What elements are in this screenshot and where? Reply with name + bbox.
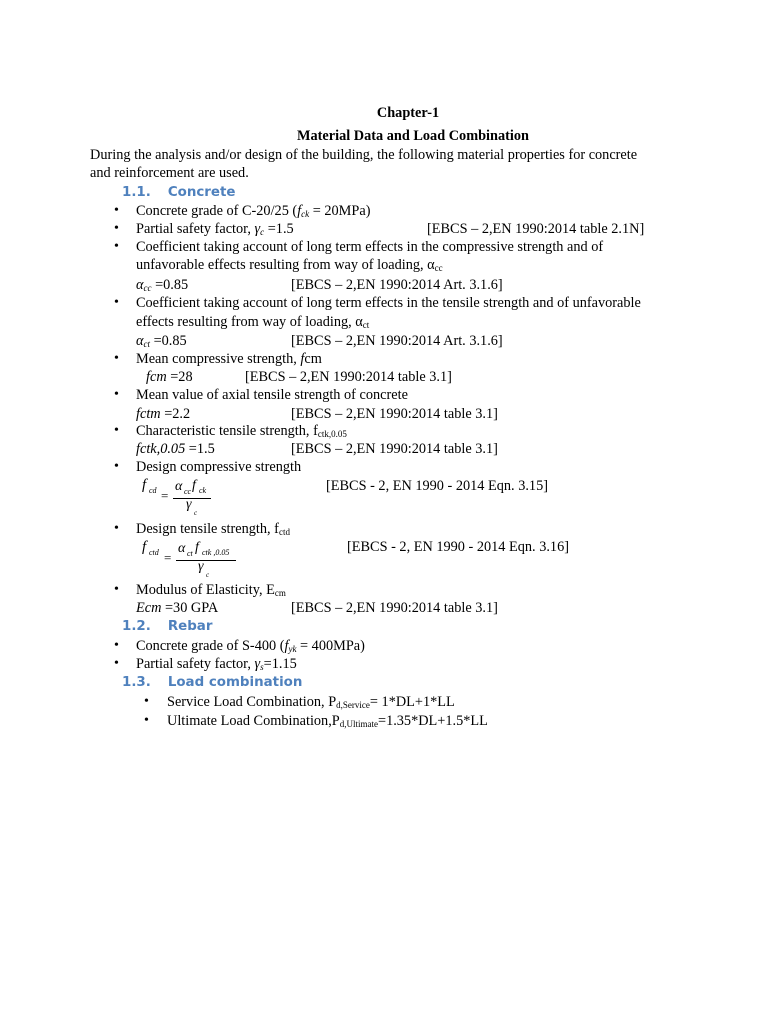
coefficient-cc-line-1: Coefficient taking account of long term effects in the compressive strength and of (136, 239, 604, 255)
service-load-combination-item: Service Load Combination, $P_{d,Service}= 1*DL+1*LL$ (167, 694, 455, 710)
bullet-icon: • (114, 638, 119, 653)
reference-label: [EBCS - 2, EN 1990 - 2014 Eqn. 3.16] (347, 539, 569, 555)
concrete-grade-item: Concrete grade of C-20/25 $(f_{ck} = 20MPa)$ (136, 203, 371, 219)
bullet-icon: • (114, 459, 119, 474)
ecm-value: Ecm =30 GPA (136, 600, 219, 616)
bullet-icon: • (114, 582, 119, 597)
steel-grade-item: Concrete grade of S-400 $(f_{yk} = 400MPa)$ (136, 638, 365, 654)
reference-label: [EBCS – 2,EN 1990:2014 Art. 3.1.6] (291, 277, 503, 293)
bullet-icon: • (114, 221, 119, 236)
section-name: Concrete (167, 185, 236, 200)
section-number: 1.1. (122, 185, 151, 200)
reference-label: [EBCS - 2, EN 1990 - 2014 Eqn. 3.15] (326, 478, 548, 494)
intro-line-1: During the analysis and/or design of the building, the following material properties for concrete (90, 147, 638, 163)
fcd-formula: f cd = α cc f ck γ c (140, 476, 230, 520)
modulus-elasticity-item: Modulus of Elasticity, $E_{cm}$ (136, 582, 286, 598)
partial-safety-factor-item: Partial safety factor, $\gamma_c =1.5$ (136, 221, 294, 237)
coefficient-cc-line-2: unfavorable effects resulting from way of loading, $\alpha_{cc}$ (136, 257, 443, 273)
reference-label: [EBCS – 2,EN 1990:2014 table 3.1] (245, 369, 452, 385)
reference-label: [EBCS – 2,EN 1990:2014 table 3.1] (291, 406, 498, 422)
design-compressive-item: Design compressive strength (136, 459, 302, 475)
bullet-icon: • (144, 694, 149, 709)
mean-compressive-strength-item: Mean compressive strength, fcm (136, 351, 322, 367)
section-heading-concrete (122, 184, 235, 202)
design-tensile-item: Design tensile strength, $f_{ctd}$ (136, 521, 290, 537)
ultimate-load-combination-item: Ultimate Load $Combination,P_{d,Ultimate}=1.35*DL+1.5*LL$ (167, 713, 488, 729)
reference-label: [EBCS – 2,EN 1990:2014 Art. 3.1.6] (291, 333, 503, 349)
fraction-bar (176, 560, 236, 561)
reference-label: [EBCS – 2,EN 1990:2014 table 2.1N] (427, 221, 645, 237)
fctd-formula: f ctd = α ct f ctk ,0.05 γ c (140, 538, 250, 582)
section-number: 1.2. (122, 619, 151, 634)
alpha-cc-value: $\alpha_{cc} =0.85$ (136, 277, 189, 293)
coefficient-ct-line-1: Coefficient taking account of long term effects in the tensile strength and of unfavorable (136, 295, 641, 311)
page-title: Material Data and Load Combination (297, 128, 529, 144)
bullet-icon: • (114, 656, 119, 671)
bullet-icon: • (114, 521, 119, 536)
bullet-icon: • (114, 423, 119, 438)
bullet-icon: • (114, 203, 119, 218)
intro-line-2: and reinforcement are used. (90, 165, 249, 181)
section-number: 1.3. (122, 675, 151, 690)
bullet-icon: • (114, 239, 119, 254)
alpha-ct-value: $\alpha_{ct} =0.85$ (136, 333, 187, 349)
fctk-value: fctk,0.05 =1.5 (136, 441, 215, 457)
chapter-heading: Chapter-1 (376, 105, 440, 121)
fcm-value: fcm =28 (146, 369, 193, 385)
characteristic-tensile-item: Characteristic tensile strength, $f_{ctk,0.05}$ (136, 423, 347, 439)
reference-label: [EBCS – 2,EN 1990:2014 table 3.1] (291, 441, 498, 457)
bullet-icon: • (114, 387, 119, 402)
section-heading-load-combination (122, 674, 302, 692)
section-name: Load combination (167, 675, 303, 690)
steel-safety-factor-item: Partial safety factor, $\gamma_s=1.15$ (136, 656, 297, 672)
section-name: Rebar (167, 619, 213, 634)
bullet-icon: • (114, 351, 119, 366)
reference-label: [EBCS – 2,EN 1990:2014 table 3.1] (291, 600, 498, 616)
coefficient-ct-line-2: effects resulting from way of loading, $\alpha_{ct}$ (136, 314, 370, 330)
mean-axial-tensile-item: Mean value of axial tensile strength of concrete (136, 387, 408, 403)
bullet-icon: • (144, 713, 149, 728)
fctm-value: fctm =2.2 (136, 406, 191, 422)
bullet-icon: • (114, 295, 119, 310)
section-heading-rebar (122, 618, 212, 636)
fraction-bar (173, 498, 211, 499)
